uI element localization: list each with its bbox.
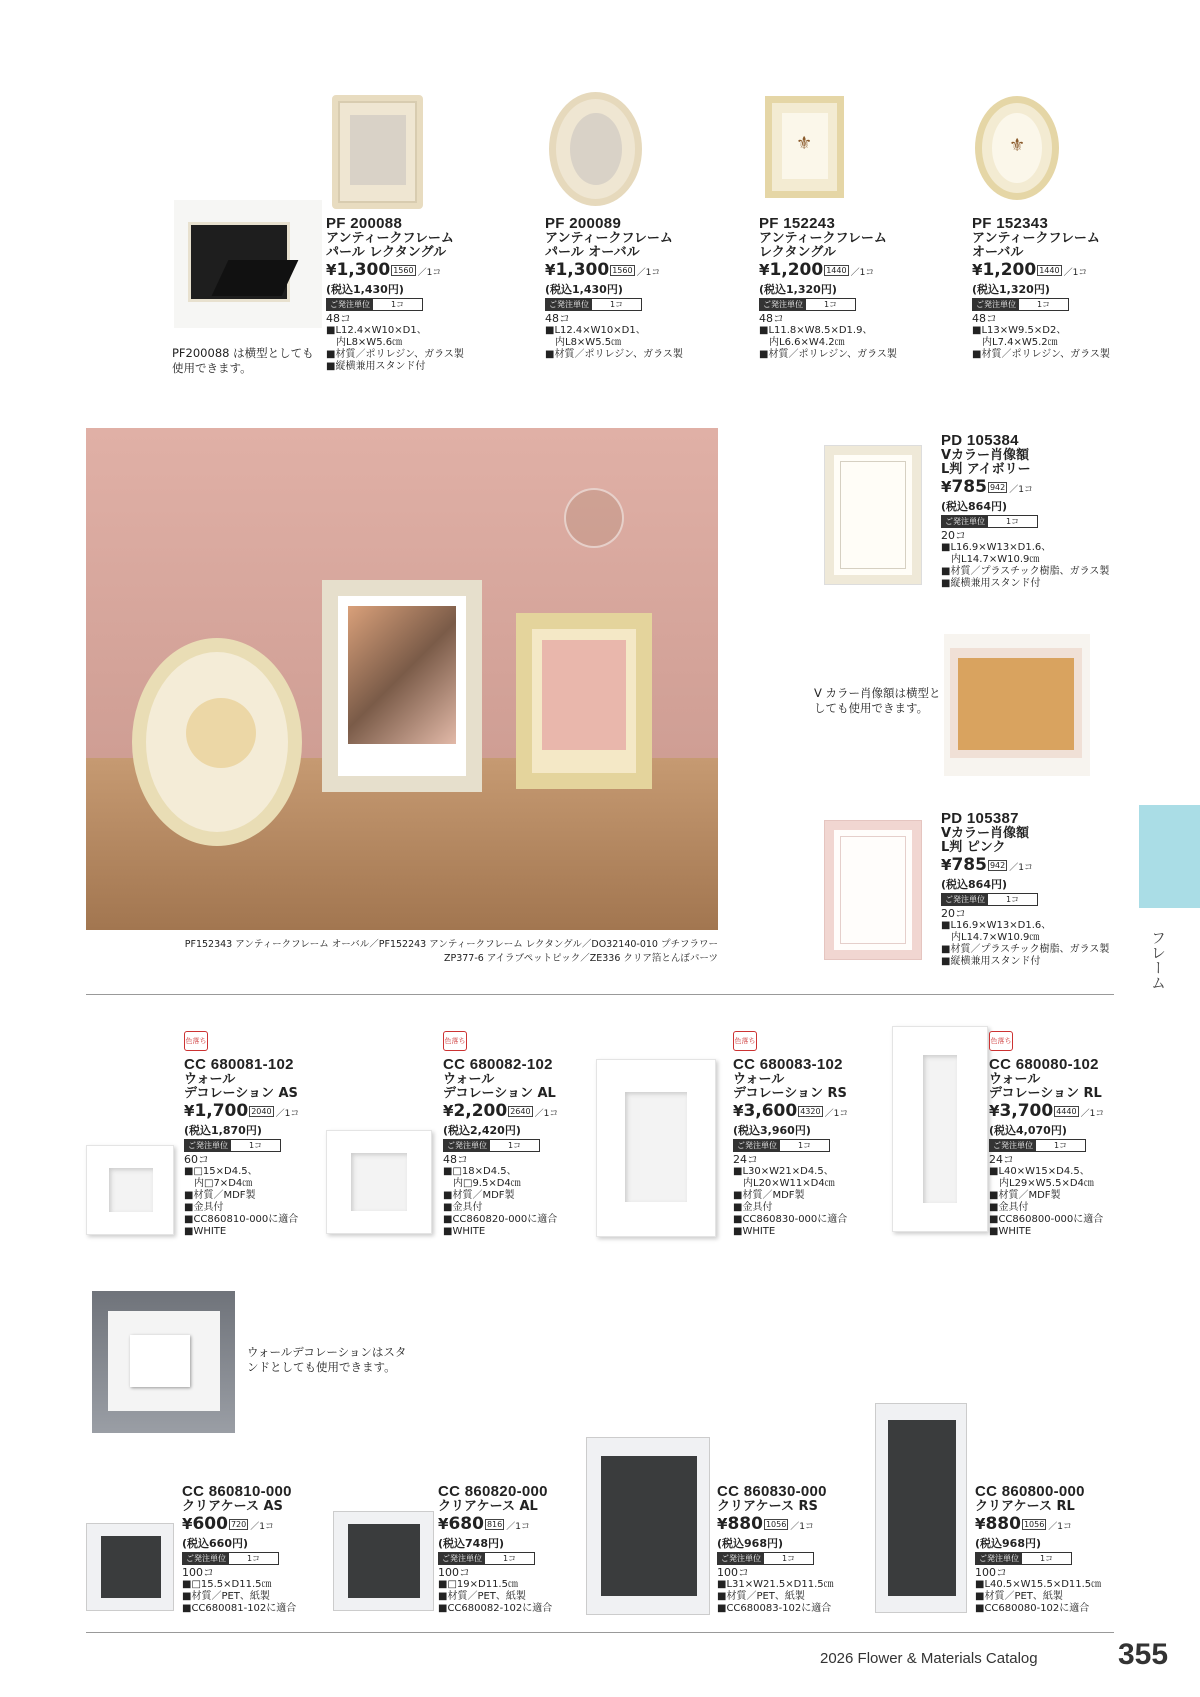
- spec-line: ■縦横兼用スタンド付: [941, 956, 1041, 967]
- tax-price: (税込1,430円): [326, 283, 404, 296]
- order-unit: ご発注単位 1コ: [759, 298, 856, 311]
- product-name-2: デコレーション RS: [733, 1086, 847, 1101]
- order-unit: ご発注単位 1コ: [184, 1139, 281, 1152]
- section-divider: [86, 994, 1114, 995]
- product-code: CC 860820-000: [438, 1483, 548, 1500]
- case-qty: 100コ: [717, 1566, 749, 1579]
- pf200088-photo: [332, 95, 423, 209]
- product-price: ¥880 1056 ／1コ: [717, 1514, 815, 1534]
- cc860830-photo: [586, 1437, 710, 1615]
- color-fade-badge: 色落ち: [989, 1031, 1013, 1051]
- product-cc680081: [184, 1057, 334, 1238]
- tax-price: (税込2,420円): [443, 1124, 521, 1137]
- tax-price: (税込864円): [941, 878, 1008, 891]
- spec-line: ■L16.9×W13×D1.6、: [941, 920, 1052, 931]
- product-name: Vカラー肖像額: [941, 826, 1030, 841]
- product-price: ¥1,200 1440 ／1コ: [759, 260, 875, 280]
- case-qty: 20コ: [941, 529, 966, 542]
- spec-line: ■縦横兼用スタンド付: [941, 578, 1041, 589]
- product-name-2: L判 ピンク: [941, 840, 1006, 855]
- spec-line: 内□9.5×D4㎝: [443, 1178, 521, 1189]
- cc860820-photo: [333, 1511, 434, 1611]
- spec-line: ■材質／ポリレジン、ガラス製: [545, 349, 683, 360]
- spec-line: ■材質／MDF製: [989, 1190, 1061, 1201]
- spec-line: ■材質／PET、紙製: [975, 1591, 1063, 1602]
- product-pd105384: [941, 433, 1111, 590]
- product-name: ウォール: [733, 1072, 785, 1087]
- order-unit: ご発注単位 1コ: [182, 1552, 279, 1565]
- product-cc860810: [182, 1484, 332, 1615]
- hero-caption: [86, 938, 718, 966]
- product-price: ¥785 942 ／1コ: [941, 855, 1033, 875]
- order-unit: ご発注単位 1コ: [941, 893, 1038, 906]
- spec-line: ■CC680081-102に適合: [182, 1603, 297, 1614]
- spec-line: ■CC680082-102に適合: [438, 1603, 553, 1614]
- product-cc860800: [975, 1484, 1140, 1615]
- case-qty: 48コ: [326, 312, 351, 325]
- product-cc860830: [717, 1484, 867, 1615]
- product-name: アンティークフレーム: [759, 231, 887, 246]
- case-qty: 48コ: [545, 312, 570, 325]
- product-price: ¥680 816 ／1コ: [438, 1514, 530, 1534]
- product-price: ¥1,200 1440 ／1コ: [972, 260, 1088, 280]
- spec-line: ■L11.8×W8.5×D1.9、: [759, 325, 873, 336]
- spec-line: ■材質／MDF製: [733, 1190, 805, 1201]
- order-unit: ご発注単位 1コ: [975, 1552, 1072, 1565]
- product-name: クリアケース RL: [975, 1499, 1075, 1514]
- spec-line: ■材質／MDF製: [443, 1190, 515, 1201]
- spec-line: ■CC860820-000に適合: [443, 1214, 558, 1225]
- spec-line: ■材質／PET、紙製: [717, 1591, 805, 1602]
- spec-line: 内L7.4×W5.2㎝: [972, 337, 1058, 348]
- product-code: PF 200088: [326, 215, 403, 232]
- spec-line: ■金具付: [184, 1202, 224, 1213]
- pd105387-photo: [825, 821, 921, 959]
- product-cc680080: [989, 1057, 1139, 1238]
- product-price: ¥600 720 ／1コ: [182, 1514, 274, 1534]
- product-code: PD 105387: [941, 810, 1019, 827]
- spec-line: ■□15×D4.5、: [184, 1166, 258, 1177]
- tax-price: (税込1,870円): [184, 1124, 262, 1137]
- spec-line: ■CC680080-102に適合: [975, 1603, 1090, 1614]
- case-qty: 48コ: [759, 312, 784, 325]
- spec-line: ■WHITE: [733, 1226, 776, 1237]
- product-code: PF 152343: [972, 215, 1049, 232]
- cc680083-photo: [596, 1059, 716, 1237]
- product-name-2: L判 アイボリー: [941, 462, 1031, 477]
- order-unit: ご発注単位 1コ: [972, 298, 1069, 311]
- product-name: クリアケース AL: [438, 1499, 538, 1514]
- spec-line: ■材質／ポリレジン、ガラス製: [972, 349, 1110, 360]
- tax-price: (税込4,070円): [989, 1124, 1067, 1137]
- product-price: ¥880 1056 ／1コ: [975, 1514, 1073, 1534]
- product-price: ¥3,700 4440 ／1コ: [989, 1101, 1105, 1121]
- product-name: ウォール: [443, 1072, 495, 1087]
- vcolor-back-photo: [944, 634, 1090, 776]
- tax-price: (税込1,320円): [759, 283, 837, 296]
- product-code: CC 680080-102: [989, 1056, 1099, 1073]
- product-cc680082: [443, 1057, 593, 1238]
- spec-line: ■L40.5×W15.5×D11.5㎝: [975, 1579, 1102, 1590]
- spec-line: ■金具付: [989, 1202, 1029, 1213]
- product-name: ウォール: [989, 1072, 1041, 1087]
- spec-line: 内L20×W11×D4㎝: [733, 1178, 835, 1189]
- spec-line: ■材質／PET、紙製: [182, 1591, 270, 1602]
- product-code: CC 680082-102: [443, 1056, 553, 1073]
- order-unit: ご発注単位 1コ: [717, 1552, 814, 1565]
- tax-price: (税込1,320円): [972, 283, 1050, 296]
- spec-line: ■CC860800-000に適合: [989, 1214, 1104, 1225]
- spec-line: ■L16.9×W13×D1.6、: [941, 542, 1052, 553]
- case-qty: 24コ: [989, 1153, 1014, 1166]
- pd105384-photo: [825, 446, 921, 584]
- vcolor-note: V カラー肖像額は横型としても使用できます。: [814, 686, 941, 715]
- spec-line: ■L40×W15×D4.5、: [989, 1166, 1090, 1177]
- product-cc860820: [438, 1484, 588, 1615]
- product-name-2: デコレーション RL: [989, 1086, 1102, 1101]
- spec-line: 内L14.7×W10.9㎝: [941, 932, 1040, 943]
- product-name: アンティークフレーム: [326, 231, 454, 246]
- tax-price: (税込1,430円): [545, 283, 623, 296]
- product-code: CC 680081-102: [184, 1056, 294, 1073]
- product-name: アンティークフレーム: [972, 231, 1100, 246]
- tax-price: (税込968円): [975, 1537, 1042, 1550]
- spec-line: ■CC860810-000に適合: [184, 1214, 299, 1225]
- product-code: PF 200089: [545, 215, 622, 232]
- spec-line: ■金具付: [733, 1202, 773, 1213]
- pf200088-note: PF200088 は横型としても使用できます。: [172, 346, 314, 375]
- wall-note: ウォールデコレーションはスタンドとしても使用できます。: [247, 1345, 407, 1374]
- spec-line: ■L12.4×W10×D1、: [326, 325, 427, 336]
- spec-line: ■CC680083-102に適合: [717, 1603, 832, 1614]
- product-name: クリアケース AS: [182, 1499, 283, 1514]
- order-unit: ご発注単位 1コ: [545, 298, 642, 311]
- cc680081-photo: [86, 1145, 174, 1235]
- spec-line: 内L8×W5.5㎝: [545, 337, 622, 348]
- pf200089-photo: [549, 92, 642, 206]
- case-qty: 100コ: [975, 1566, 1007, 1579]
- spec-line: 内□7×D4㎝: [184, 1178, 253, 1189]
- cc680082-photo: [326, 1130, 432, 1234]
- case-qty: 48コ: [972, 312, 997, 325]
- product-price: ¥785 942 ／1コ: [941, 477, 1033, 497]
- spec-line: ■WHITE: [989, 1226, 1032, 1237]
- product-code: CC 860830-000: [717, 1483, 827, 1500]
- order-unit: ご発注単位 1コ: [989, 1139, 1086, 1152]
- product-name-2: デコレーション AS: [184, 1086, 298, 1101]
- spec-line: ■L13×W9.5×D2、: [972, 325, 1067, 336]
- cc860800-photo: [875, 1403, 967, 1613]
- pf152343-photo: ⚜: [975, 96, 1059, 200]
- cc860810-photo: [86, 1523, 174, 1611]
- case-qty: 60コ: [184, 1153, 209, 1166]
- product-cc680083: [733, 1057, 883, 1238]
- spec-line: ■L31×W21.5×D11.5㎝: [717, 1579, 834, 1590]
- product-name-2: レクタングル: [759, 245, 836, 260]
- product-pf152343: [972, 216, 1142, 361]
- product-pf200089: [545, 216, 715, 361]
- spec-line: ■縦横兼用スタンド付: [326, 361, 426, 372]
- spec-line: ■材質／PET、紙製: [438, 1591, 526, 1602]
- pf152243-photo: ⚜: [765, 96, 844, 198]
- section-tab[interactable]: [1139, 805, 1200, 908]
- product-code: CC 860810-000: [182, 1483, 292, 1500]
- product-code: CC 680083-102: [733, 1056, 843, 1073]
- case-qty: 48コ: [443, 1153, 468, 1166]
- product-code: PD 105384: [941, 432, 1019, 449]
- footer-divider: [86, 1632, 1114, 1633]
- page-number: 355: [1118, 1638, 1169, 1671]
- product-price: ¥1,700 2040 ／1コ: [184, 1101, 300, 1121]
- spec-line: ■L30×W21×D4.5、: [733, 1166, 834, 1177]
- product-price: ¥1,300 1560 ／1コ: [326, 260, 442, 280]
- product-price: ¥3,600 4320 ／1コ: [733, 1101, 849, 1121]
- case-qty: 100コ: [438, 1566, 470, 1579]
- product-name-2: オーバル: [972, 245, 1024, 260]
- tax-price: (税込748円): [438, 1537, 505, 1550]
- case-qty: 100コ: [182, 1566, 214, 1579]
- case-qty: 24コ: [733, 1153, 758, 1166]
- color-fade-badge: 色落ち: [184, 1031, 208, 1051]
- order-unit: ご発注単位 1コ: [326, 298, 423, 311]
- wall-stand-photo: [92, 1291, 235, 1433]
- tax-price: (税込864円): [941, 500, 1008, 513]
- spec-line: ■□19×D11.5㎝: [438, 1579, 518, 1590]
- order-unit: ご発注単位 1コ: [443, 1139, 540, 1152]
- pf200088-back-photo: [174, 200, 322, 328]
- spec-line: ■WHITE: [184, 1226, 227, 1237]
- tax-price: (税込660円): [182, 1537, 249, 1550]
- spec-line: 内L29×W5.5×D4㎝: [989, 1178, 1094, 1189]
- spec-line: ■材質／ポリレジン、ガラス製: [326, 349, 464, 360]
- product-name-2: パール オーバル: [545, 245, 640, 260]
- spec-line: ■材質／プラスチック樹脂、ガラス製: [941, 566, 1110, 577]
- spec-line: ■材質／MDF製: [184, 1190, 256, 1201]
- tax-price: (税込968円): [717, 1537, 784, 1550]
- tax-price: (税込3,960円): [733, 1124, 811, 1137]
- spec-line: ■金具付: [443, 1202, 483, 1213]
- color-fade-badge: 色落ち: [733, 1031, 757, 1051]
- case-qty: 20コ: [941, 907, 966, 920]
- product-name: ウォール: [184, 1072, 236, 1087]
- product-name-2: パール レクタングル: [326, 245, 447, 260]
- section-tab-label: フレーム: [1149, 930, 1167, 990]
- cc680080-photo: [892, 1026, 988, 1232]
- order-unit: ご発注単位 1コ: [941, 515, 1038, 528]
- hero-photo: [86, 428, 718, 930]
- spec-line: ■□15.5×D11.5㎝: [182, 1579, 272, 1590]
- product-name: アンティークフレーム: [545, 231, 673, 246]
- product-pf200088: [326, 216, 496, 373]
- caption-line: PF152343 アンティークフレーム オーバル／PF152243 アンティークフレーム レクタングル／DO32140-010 プチフラワー: [184, 939, 718, 950]
- product-code: PF 152243: [759, 215, 836, 232]
- spec-line: ■材質／プラスチック樹脂、ガラス製: [941, 944, 1110, 955]
- product-pf152243: [759, 216, 929, 361]
- product-code: CC 860800-000: [975, 1483, 1085, 1500]
- product-price: ¥1,300 1560 ／1コ: [545, 260, 661, 280]
- product-name: クリアケース RS: [717, 1499, 818, 1514]
- caption-line: ZP377-6 アイラブペットピック／ZE336 クリア箔とんぼパーツ: [443, 953, 718, 964]
- catalog-name: 2026 Flower & Materials Catalog: [820, 1650, 1038, 1667]
- spec-line: 内L6.6×W4.2㎝: [759, 337, 845, 348]
- product-name: Vカラー肖像額: [941, 448, 1030, 463]
- spec-line: ■材質／ポリレジン、ガラス製: [759, 349, 897, 360]
- product-pd105387: [941, 811, 1111, 968]
- spec-line: 内L8×W5.6㎝: [326, 337, 403, 348]
- spec-line: 内L14.7×W10.9㎝: [941, 554, 1040, 565]
- spec-line: ■WHITE: [443, 1226, 486, 1237]
- color-fade-badge: 色落ち: [443, 1031, 467, 1051]
- order-unit: ご発注単位 1コ: [438, 1552, 535, 1565]
- order-unit: ご発注単位 1コ: [733, 1139, 830, 1152]
- spec-line: ■L12.4×W10×D1、: [545, 325, 646, 336]
- spec-line: ■□18×D4.5、: [443, 1166, 517, 1177]
- product-price: ¥2,200 2640 ／1コ: [443, 1101, 559, 1121]
- product-name-2: デコレーション AL: [443, 1086, 556, 1101]
- spec-line: ■CC860830-000に適合: [733, 1214, 848, 1225]
